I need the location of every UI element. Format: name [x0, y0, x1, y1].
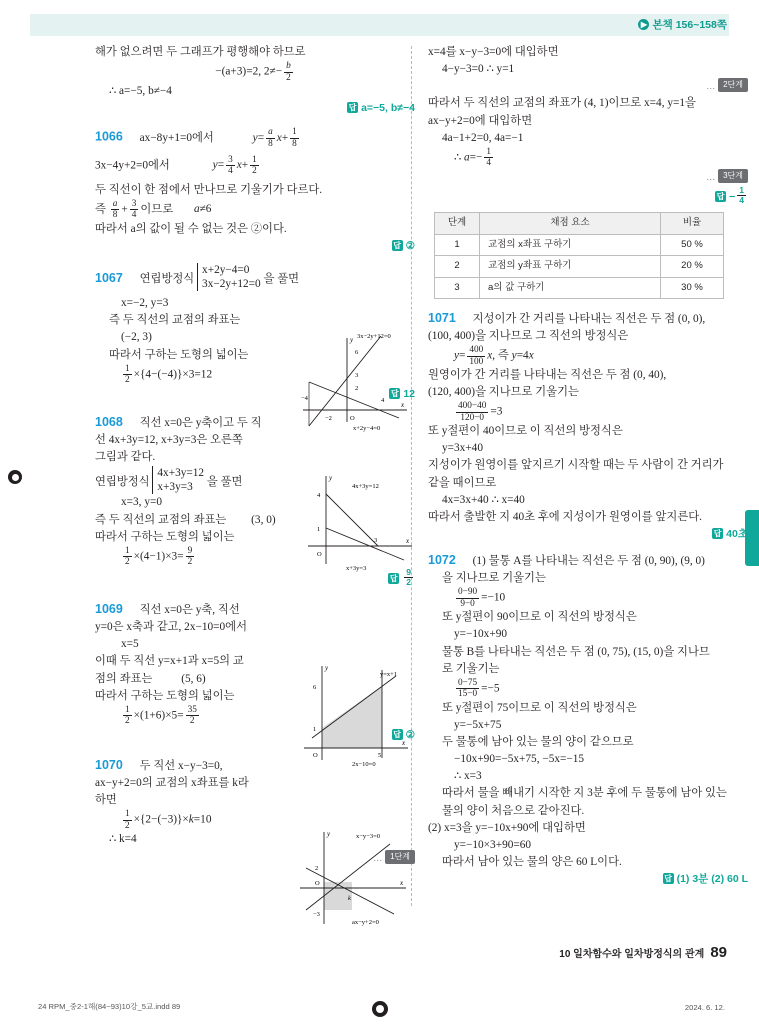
p1069-line-4: 이때 두 직선 y=x+1과 x=5의 교	[95, 655, 244, 668]
th-step: 단계	[435, 213, 480, 234]
p1071-line-10: 같을 때이므로	[428, 476, 497, 489]
svg-text:y: y	[350, 336, 354, 344]
svg-text:1: 1	[313, 726, 317, 733]
scoring-rubric-table	[434, 212, 724, 299]
chapter-title: 10 일차함수와 일차방정식의 관계	[559, 949, 705, 960]
p1072-line-11: 두 물통에 남아 있는 물의 양이 같으므로	[442, 735, 634, 748]
p1072-line-5: y=−10x+90	[454, 628, 508, 641]
p1072-line-13: ∴ x=3	[454, 770, 482, 783]
p1066-line-3: 두 직선이 한 점에서 만나므로 기울기가 다르다.	[95, 183, 323, 196]
intro-line-3: ∴ a=−5, b≠−4	[109, 84, 172, 97]
svg-text:−4: −4	[301, 395, 308, 402]
c1070-line-3: 따라서 두 직선의 교점의 좌표가 (4, 1)이므로 x=4, y=1을	[428, 97, 696, 110]
page-number: 89	[710, 944, 727, 961]
svg-text:5: 5	[378, 752, 382, 759]
c1070-answer: 답 − $\frac{1}{4}$	[716, 184, 744, 206]
p1072-line-15: 물의 양이 처음으로 같아진다.	[442, 804, 585, 817]
p1071-head	[428, 309, 748, 328]
p1068-line-7: 따라서 구하는 도형의 넓이는	[95, 530, 235, 543]
p1071-line-9: 지성이가 원영이를 앞지르기 시작할 때는 두 사람이 간 거리가	[428, 459, 724, 472]
p1068-line-2: 선 4x+3y=12, x+3y=3은 오른쪽	[95, 433, 243, 446]
p1068-line-4: 연립방정식 4x+3y=12 x+3y=3 을 풀면	[95, 467, 243, 494]
graph-1069	[296, 658, 416, 768]
p1069-answer: 답 ②	[393, 728, 415, 741]
p1067-line-6: $\frac{1}{2}$ ×{4−(−4)}×3=12	[125, 363, 213, 386]
p1066-eq-2: y= $\frac{3}{4}$ x+ $\frac{1}{2}$	[212, 154, 257, 177]
p1072-line-12: −10x+90=−5x+75, −5x=−15	[454, 753, 585, 766]
p1068-line-5: x=3, y=0	[121, 496, 162, 509]
table-row: 3 a의 값 구하기 30 %	[435, 277, 724, 298]
p1071-line-4: 원영이가 간 거리를 나타내는 직선은 두 점 (0, 40),	[428, 369, 667, 382]
table-row: 1 교점의 x좌표 구하기 50 %	[435, 234, 724, 255]
p1072-answer: 답 (1) 3분 (2) 60 L	[664, 873, 748, 886]
c1070-line-4: ax−y+2=0에 대입하면	[428, 114, 533, 127]
svg-text:O: O	[317, 551, 322, 558]
p1067-system: x+2y−4=0 3x−2y+12=0	[197, 263, 261, 291]
p1072-head	[428, 551, 748, 570]
svg-text:x+3y=3: x+3y=3	[346, 565, 367, 572]
p1068-line-4b: 을 풀면	[206, 476, 243, 489]
p1067-line-1b: 을 풀면	[263, 273, 300, 286]
p1072-line-16: (2) x=3을 y=−10x+90에 대입하면	[428, 821, 586, 834]
p1071-line-1: 지성이가 간 거리를 나타내는 직선은 두 점 (0, 0),	[472, 312, 706, 325]
print-date: 2024. 6. 12.	[684, 1003, 725, 1012]
svg-text:ax−y+2=0: ax−y+2=0	[352, 919, 379, 926]
c1070-line-1: x=4를 x−y−3=0에 대입하면	[428, 46, 559, 58]
c1070-line-6: ∴ a=− $\frac{1}{4}$	[454, 146, 492, 169]
problem-number: 1072	[428, 553, 456, 568]
th-criteria: 채점 요소	[480, 213, 661, 234]
p1067-line-3: 즉 두 직선의 교점의 좌표는	[109, 314, 241, 327]
p1067-line-5: 따라서 구하는 도형의 넓이는	[109, 348, 249, 361]
p1071-line-3: y= $\frac{400}{100}$ x, 즉 y=4x	[454, 345, 534, 367]
p1067-line-4: (−2, 3)	[121, 331, 152, 344]
svg-text:−3: −3	[313, 911, 320, 918]
svg-text:3: 3	[374, 537, 378, 544]
p1071-line-11: 4x=3x+40 ∴ x=40	[442, 493, 525, 506]
p1067-answer: 답 12	[390, 387, 415, 400]
p1069-line-3: x=5	[121, 638, 139, 651]
p1069-line-2: y=0은 x축과 같고, 2x−10=0에서	[95, 621, 247, 634]
p1068-point: (3, 0)	[251, 513, 276, 526]
problem-1070-continued	[428, 44, 748, 206]
svg-text:y=x+1: y=x+1	[380, 671, 398, 678]
p1071-line-12: 따라서 출발한 지 40초 후에 지성이가 원영이를 앞지른다.	[428, 510, 702, 523]
svg-text:−2: −2	[325, 415, 332, 422]
registration-mark-left	[8, 470, 22, 484]
p1071-line-6: $\frac{400-40}{120-0}$ =3	[458, 401, 503, 423]
svg-text:x: x	[402, 739, 406, 747]
p1068-system: 4x+3y=12 x+3y=3	[152, 466, 204, 494]
p1066-answer: 답 ②	[393, 239, 415, 252]
p1070-step: … 1단계	[95, 850, 415, 867]
p1066-eq-1: y= $\frac{a}{8}$ x+ $\frac{1}{8}$	[252, 127, 297, 149]
svg-text:O: O	[350, 415, 355, 422]
svg-text:x−y−3=0: x−y−3=0	[356, 833, 380, 840]
problem-1072	[428, 551, 748, 888]
p1072-line-18: 따라서 남아 있는 물의 양은 60 L이다.	[442, 856, 622, 869]
problem-number: 1069	[95, 601, 123, 616]
table-row: 2 교점의 y좌표 구하기 20 %	[435, 256, 724, 277]
p1069-point: (5, 6)	[181, 672, 206, 685]
p1072-line-10: y=−5x+75	[454, 718, 502, 731]
c1070-line-2: 4−y−3=0 ∴ y=1	[442, 63, 515, 76]
p1068-line-8: $\frac{1}{2}$ ×(4−1)×3= $\frac{9}{2}$	[125, 545, 193, 568]
p1072-line-6: 물통 B를 나타내는 직선은 두 점 (0, 75), (15, 0)을 지나므	[442, 645, 710, 658]
table-header-row	[435, 213, 724, 234]
p1067-line-2: x=−2, y=3	[121, 297, 169, 310]
problem-number: 1068	[95, 414, 123, 429]
p1072-line-8: $\frac{0-75}{15-0}$ =−5	[458, 677, 500, 700]
svg-text:y: y	[327, 830, 331, 838]
p1072-line-1: (1) 물통 A를 나타내는 직선은 두 점 (0, 90), (9, 0)	[472, 555, 705, 568]
svg-text:2: 2	[355, 385, 359, 392]
p1066-head	[95, 127, 415, 149]
p1072-line-14: 따라서 물을 빼내기 시작한 지 3분 후에 두 물통에 남아 있는	[442, 787, 727, 800]
p1069-line-5: 점의 좌표는 (5, 6)	[95, 672, 206, 685]
svg-text:3x−2y+12=0: 3x−2y+12=0	[357, 333, 391, 340]
intro-answer: 답 a=−5, b≠−4	[348, 102, 415, 115]
print-file-line: 24 RPM_중2-1해(84~93)10강_5교.indd 89	[38, 1002, 181, 1011]
problem-1066	[95, 127, 415, 255]
p1071-line-2: (100, 400)을 지나므로 그 직선의 방정식은	[428, 330, 629, 343]
th-weight: 비율	[661, 213, 724, 234]
problem-number: 1070	[95, 757, 123, 772]
p1072-line-3: $\frac{0-90}{9-0}$ =−10	[458, 587, 506, 609]
p1067-line-1: 연립방정식	[139, 273, 195, 286]
svg-text:1: 1	[317, 526, 321, 533]
p1070-line-2: ax−y+2=0의 교점의 x좌표를 k라	[95, 776, 249, 789]
graph-1067	[295, 330, 415, 440]
p1070-line-3: 하면	[95, 794, 117, 807]
p1069-line-6: 따라서 구하는 도형의 넓이는	[95, 689, 235, 702]
p1071-answer: 답 40초	[713, 528, 748, 541]
c1070-step3: … 3단계	[428, 169, 748, 186]
p1072-line-7: 로 기울기는	[442, 662, 500, 675]
p1066-line-1: ax−8y+1=0에서	[139, 131, 214, 144]
intro-line-1: 해가 없으려면 두 그래프가 평행해야 하므로	[95, 46, 306, 58]
p1066-line-2: 3x−4y+2=0에서 y= $\frac{3}{4}$ x+ $\frac{1}{2}$	[95, 155, 415, 177]
p1069-line-7: $\frac{1}{2}$ ×(1+6)×5= $\frac{35}{2}$	[125, 704, 197, 727]
intro-line-2: −(a+3)=2, 2≠− $\frac{b}{2}$	[215, 61, 291, 83]
svg-text:3: 3	[355, 372, 359, 379]
p1072-line-4: 또 y절편이 90이므로 이 직선의 방정식은	[442, 611, 637, 624]
svg-text:y: y	[329, 474, 333, 482]
svg-text:6: 6	[313, 684, 317, 691]
right-column	[428, 44, 748, 891]
svg-text:4: 4	[317, 492, 321, 499]
c1070-line-5: 4a−1+2=0, 4a=−1	[442, 131, 524, 144]
p1071-line-5: (120, 400)을 지나므로 기울기는	[428, 386, 579, 399]
p1071-line-7: 또 y절편이 40이므로 이 직선의 방정식은	[428, 425, 623, 438]
p1072-line-9: 또 y절편이 75이므로 이 직선의 방정식은	[442, 701, 637, 714]
p1069-head	[95, 600, 415, 619]
p1068-answer: 답 $\frac{9}{2}$	[389, 566, 411, 588]
p1070-line-5: ∴ k=4	[109, 833, 137, 846]
p1072-line-17: y=−10×3+90=60	[454, 838, 532, 851]
p1072-line-2: 을 지나므로 기울기는	[442, 572, 546, 585]
p1067-head	[95, 263, 415, 291]
svg-text:O: O	[313, 752, 318, 759]
svg-text:y: y	[325, 664, 329, 672]
p1068-line-1: 직선 x=0은 y축이고 두 직	[139, 416, 262, 429]
svg-text:2x−10=0: 2x−10=0	[352, 761, 376, 768]
svg-text:k: k	[348, 895, 351, 902]
header-ribbon	[30, 14, 729, 36]
c1070-step2: … 2단계	[428, 78, 748, 95]
p1066-line-5: 따라서 a의 값이 될 수 없는 것은 ②이다.	[95, 222, 287, 235]
registration-mark-bottom	[372, 1001, 388, 1017]
p1068-line-3: 그림과 같다.	[95, 451, 156, 463]
p1071-line-8: y=3x+40	[442, 442, 483, 455]
arrow-right-icon: ▶	[638, 19, 649, 30]
p1066-line-4: 즉 $\frac{a}{8}$ + $\frac{3}{4}$ 이므로 a≠6	[95, 198, 212, 221]
p1070-line-4: $\frac{1}{2}$ ×{2−(−3)}×k=10	[125, 809, 212, 831]
footer-chapter	[559, 944, 727, 961]
svg-text:x+2y−4=0: x+2y−4=0	[353, 425, 381, 432]
svg-text:x: x	[406, 537, 410, 545]
graph-1068	[300, 468, 420, 578]
svg-text:6: 6	[355, 349, 359, 356]
svg-text:x: x	[401, 401, 405, 409]
problem-number: 1067	[95, 271, 123, 286]
header-reference: ▶ 본책 156~158쪽	[638, 17, 727, 32]
svg-text:x: x	[400, 879, 404, 887]
svg-text:4x+3y=12: 4x+3y=12	[352, 483, 379, 490]
problem-number: 1066	[95, 129, 123, 144]
svg-text:O: O	[315, 880, 320, 887]
fraction-b-2: $\frac{b}{2}$	[286, 61, 291, 83]
intro-solution	[95, 44, 415, 117]
svg-text:4: 4	[381, 397, 385, 404]
p1070-line-1: 두 직선 x−y−3=0,	[139, 759, 223, 772]
problem-1071	[428, 309, 748, 543]
svg-text:2: 2	[315, 865, 319, 872]
graph-1070	[290, 826, 415, 931]
problem-number: 1071	[428, 310, 456, 325]
p1069-line-1: 직선 x=0은 y축, 직선	[139, 603, 240, 616]
p1068-line-6: 즉 두 직선의 교점의 좌표는 (3, 0)	[95, 513, 276, 526]
